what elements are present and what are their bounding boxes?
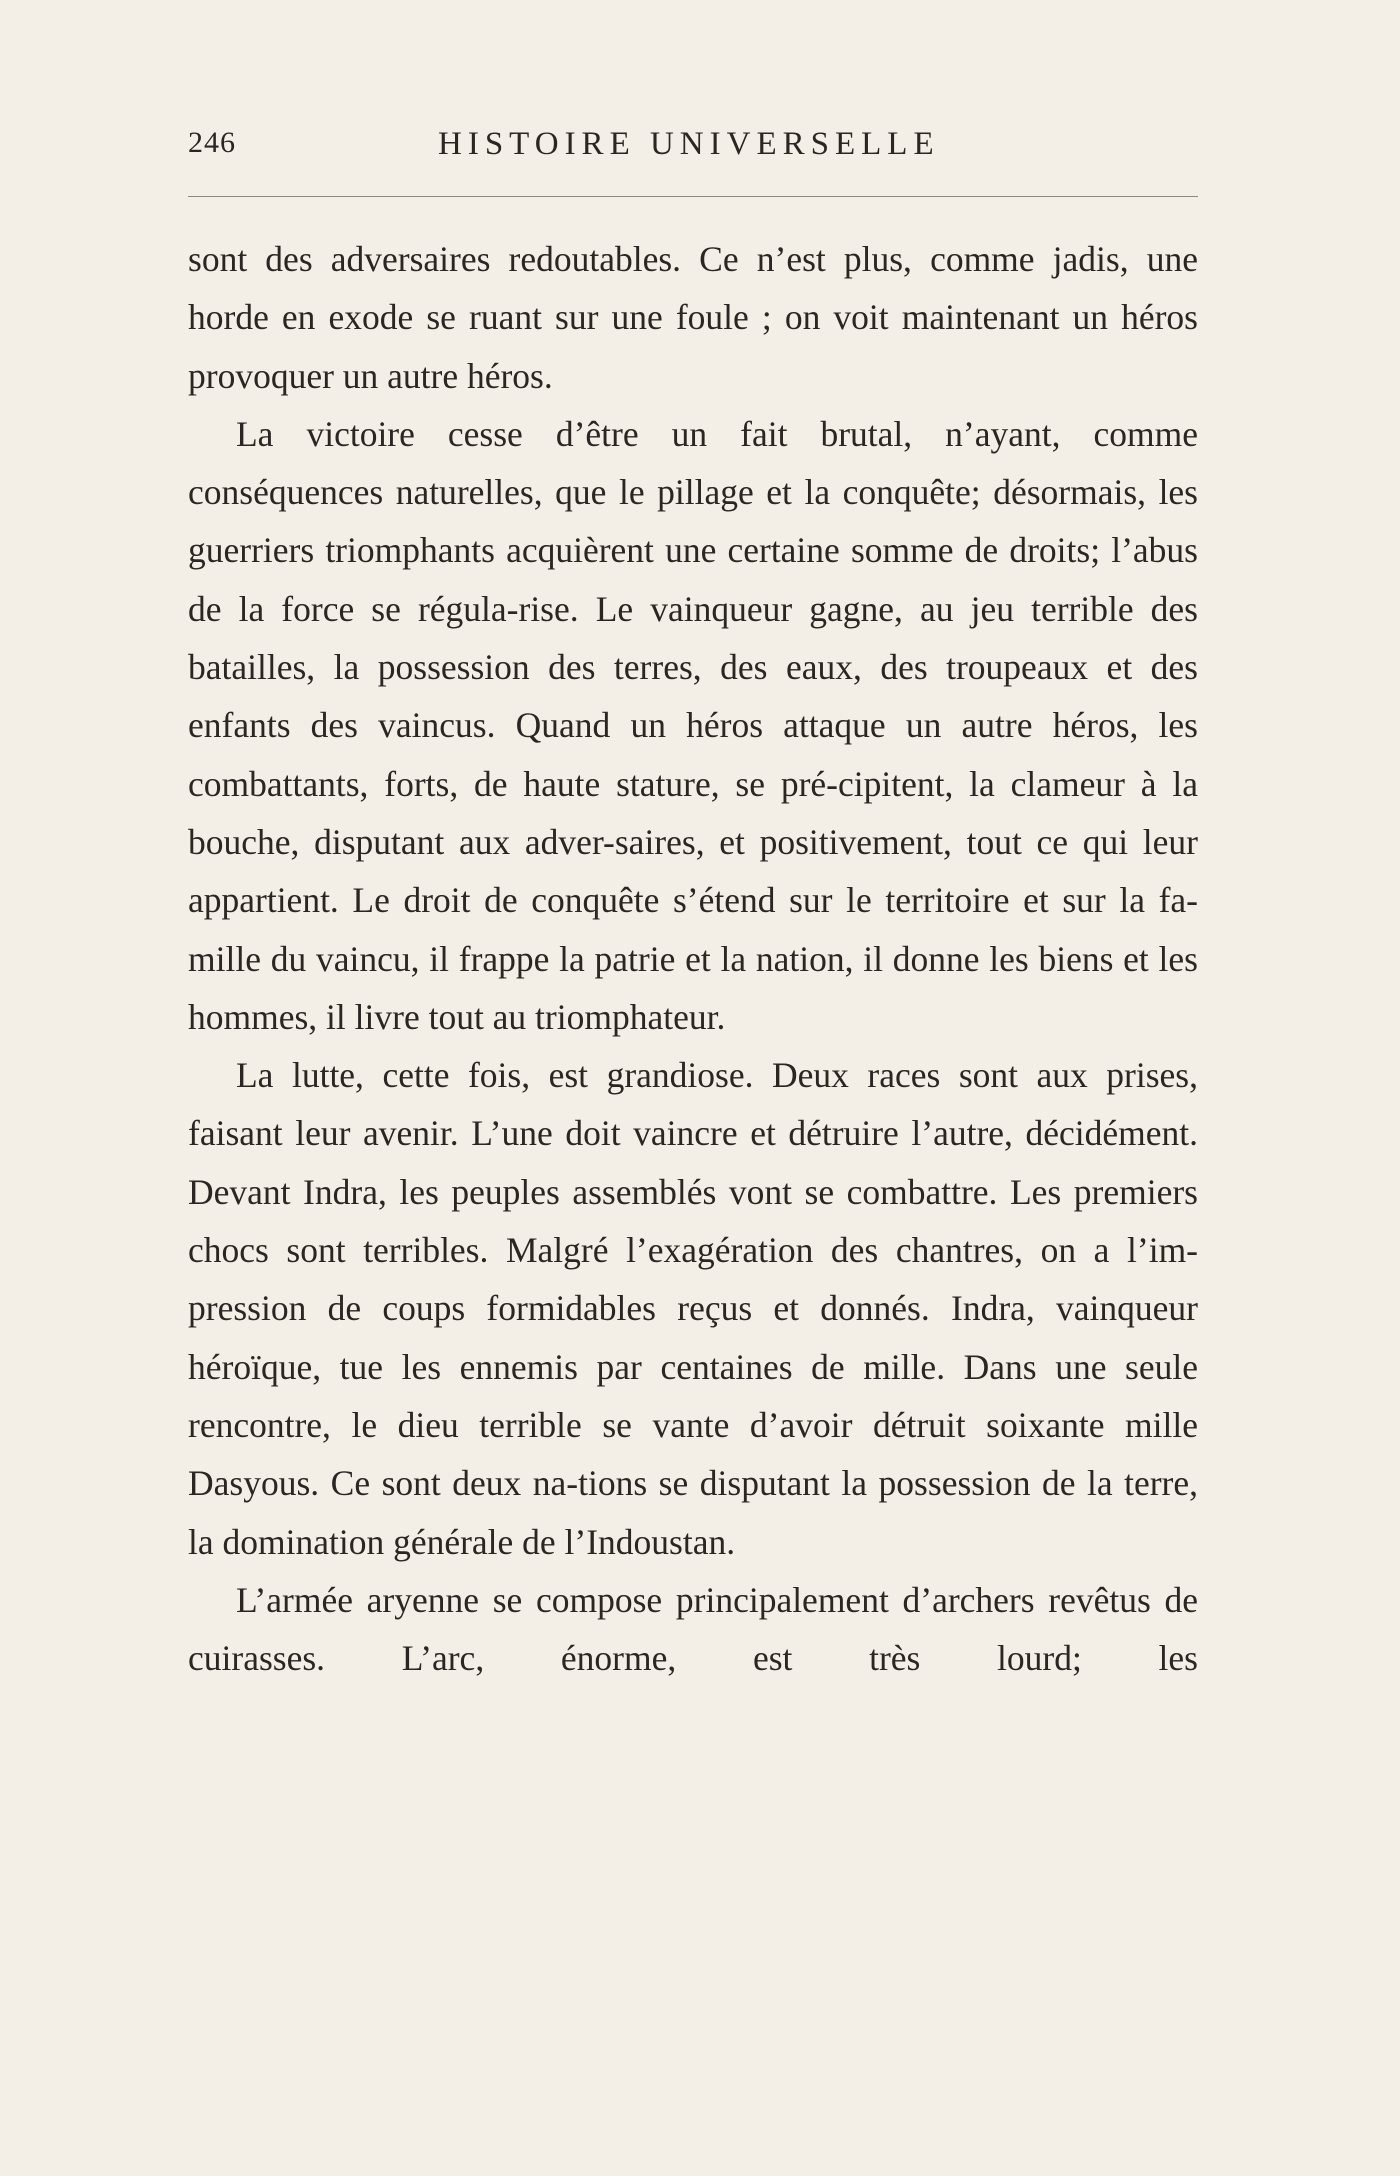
paragraph-2: La victoire cesse d’être un fait brutal, n’ayant, comme conséquences naturelles, que le pillage et la conquête; désormais, les guerriers triomphants acquièrent une certaine somme de droits; l’abus de la force se régula-rise. Le vainqueur gagne, au jeu terrible des batailles, la possession des terres, des eaux, des troupeaux et des enfants des vaincus. Quand un héros attaque un autre héros, les combattants, forts, de haute stature, se pré-cipitent, la clameur à la bouche, disputant aux adver-saires, et positivement, tout ce qui leur appartient. Le droit de conquête s’étend sur le territoire et sur la fa-mille du vaincu, il frappe la patrie et la nation, il donne les biens et les hommes, il livre tout au triomphateur. [188, 413, 1198, 1037]
header-rule [188, 196, 1198, 197]
body-text [188, 230, 1198, 1687]
running-head [188, 126, 1198, 176]
paragraph-4: L’armée aryenne se compose principalement d’archers revêtus de cuirasses. L’arc, énorme, est très lourd; les [188, 1579, 1198, 1679]
page-number: 246 [188, 126, 236, 159]
running-title: HISTOIRE UNIVERSELLE [438, 126, 940, 162]
paragraph-3: La lutte, cette fois, est grandiose. Deux races sont aux prises, faisant leur avenir. L’une doit vaincre et détruire l’autre, décidément. Devant Indra, les peuples assemblés vont se combattre. Les premiers chocs sont terribles. Malgré l’exagération des chantres, on a l’im-pression de coups formidables reçus et donnés. Indra, vainqueur héroïque, tue les ennemis par centaines de mille. Dans une seule rencontre, le dieu terrible se vante d’avoir détruit soixante mille Dasyous. Ce sont deux na-tions se disputant la possession de la terre, la domination générale de l’Indoustan. [188, 1055, 1198, 1562]
paragraph-1: sont des adversaires redoutables. Ce n’est plus, comme jadis, une horde en exode se ruant sur une foule ; on voit maintenant un héros provoquer un autre héros. [188, 239, 1198, 396]
